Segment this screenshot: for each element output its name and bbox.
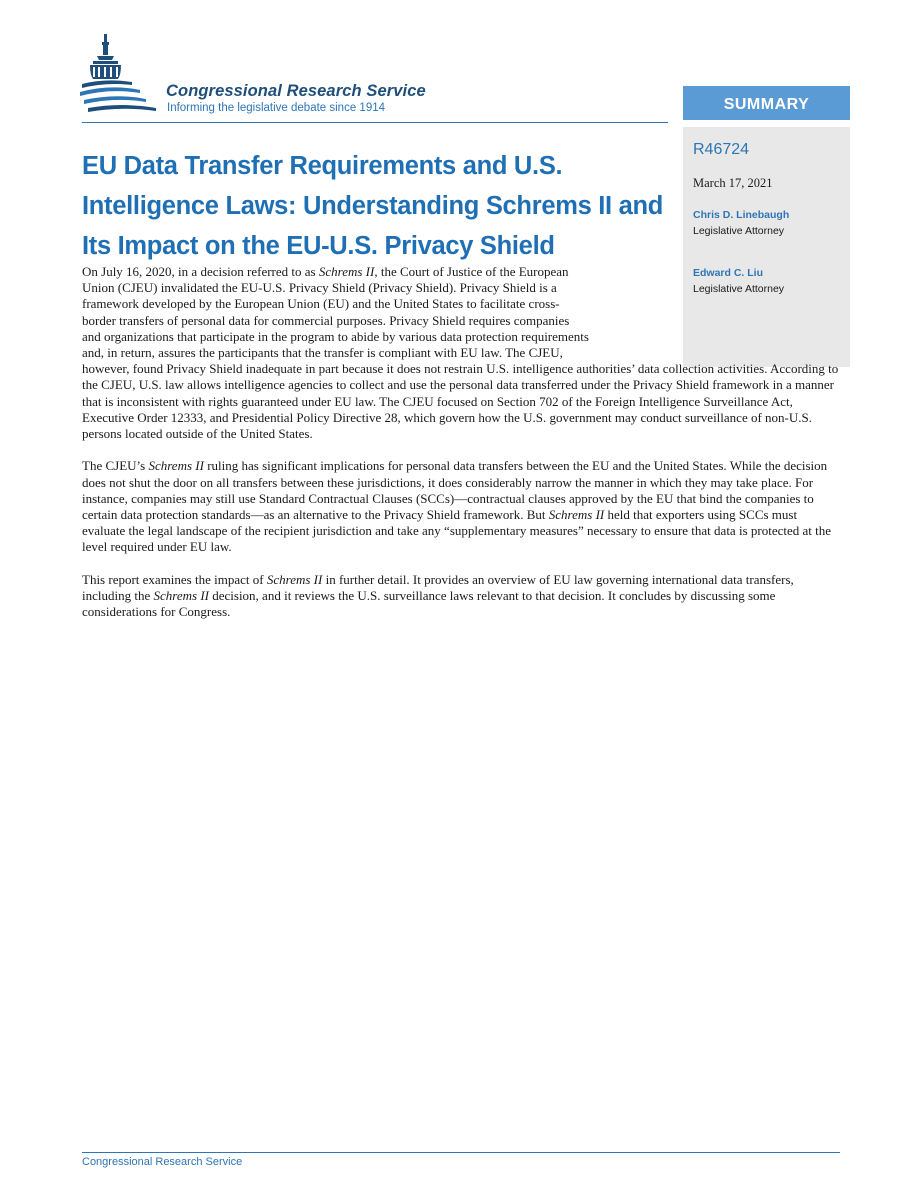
paragraph-line: border transfers of personal data for commercial purposes. Privacy Shield requires companies (82, 312, 570, 328)
paragraph-line: and organizations that participate in the program to abide by various data protection requirements (82, 328, 589, 344)
author-name: Edward C. Liu (693, 267, 764, 279)
summary-tab: SUMMARY (683, 86, 850, 120)
summary-body (82, 264, 842, 637)
case-name: Schrems II (266, 571, 323, 587)
report-title: EU Data Transfer Requirements and U.S. Intelligence Laws: Understanding Schrems II and Its Impact on the EU-U.S. Privacy Shield (82, 152, 664, 260)
paragraph-line: On July 16, 2020, in a decision referred to as Schrems II, the Court of Justice of the European (82, 264, 569, 279)
paragraph (82, 264, 842, 442)
paragraph: The CJEU’s Schrems II ruling has significant implications for personal data transfers between the EU and the United States. While the decision does not shut the door on all transfers between these jurisdictions, it does considerably narrow the manner in which they may take place. For instance, companies may still use Standard Contractual Clauses (SCCs)—contractual clauses approved by the EU that bind the companies to certain data protection standards—as an alternative to the Privacy Shield framework. But Schrems II held that exporters using SCCs must evaluate the legal landscape of the recipient jurisdiction and take any “supplementary measures” necessary to ensure that data is protected at the level required under EU law. (82, 458, 831, 555)
paragraph-line: and, in return, assures the participants that the transfer is compliant with EU law. The CJEU, (82, 345, 563, 361)
author-block (693, 207, 840, 239)
case-name: Schrems II (548, 507, 605, 523)
footer-divider (82, 1152, 840, 1153)
author-role: Legislative Attorney (693, 283, 785, 295)
paragraph-line: Union (CJEU) invalidated the EU-U.S. Privacy Shield (Privacy Shield). Privacy Shield is a (82, 280, 557, 296)
author-role: Legislative Attorney (693, 225, 785, 237)
capitol-dome-icon (80, 34, 160, 120)
org-name: Congressional Research Service (166, 82, 426, 100)
report-date: March 17, 2021 (693, 176, 773, 190)
paragraph: This report examines the impact of Schrems II in further detail. It provides an overview of EU law governing international data transfers, including the Schrems II decision, and it reviews the U.S. surveillance laws relevant to that decision. It concludes by discussing some considerations for Congress. (82, 571, 794, 620)
report-number: R46724 (693, 141, 750, 158)
author-name: Chris D. Linebaugh (693, 209, 790, 221)
case-name: Schrems II (148, 458, 204, 474)
case-name: Schrems II (318, 264, 375, 279)
org-tagline: Informing the legislative debate since 1914 (167, 102, 386, 114)
case-name: Schrems II (153, 588, 209, 604)
paragraph-text: however, found Privacy Shield inadequate in part because it does not restrain U.S. intelligence authorities’ data collection activities. According to the CJEU, U.S. law allows intelligence agencies to collect and use the personal data transferred under the Privacy Shield framework in a manner that is inconsistent with rights guaranteed under EU law. The CJEU focused on Section 702 of the Foreign Intelligence Surveillance Act, Executive Order 12333, and Presidential Policy Directive 28, which govern how the U.S. government may conduct surveillance of non-U.S. persons located outside of the United States. (82, 361, 839, 442)
footer-text: Congressional Research Service (82, 1156, 243, 1168)
header-divider (82, 122, 668, 123)
paragraph-line: framework developed by the European Union (EU) and the United States to facilitate cross- (82, 296, 560, 312)
